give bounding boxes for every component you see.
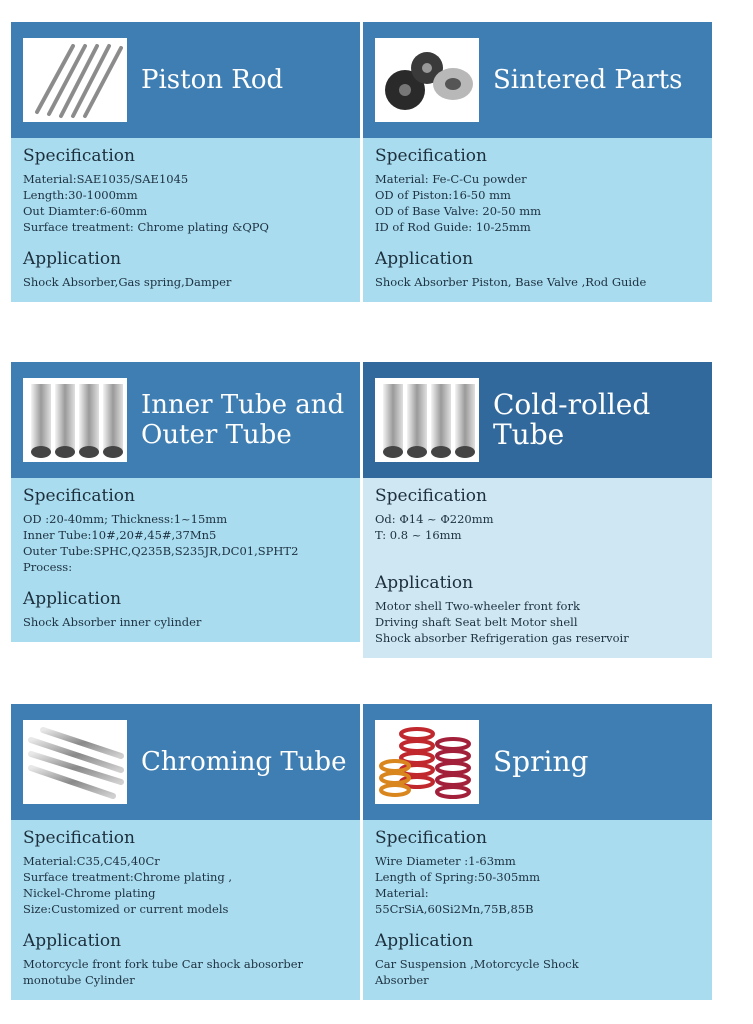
card-header	[11, 362, 360, 478]
app-line: monotube Cylinder	[23, 973, 135, 987]
spec-line: Wire Diameter :1-63mm	[375, 854, 516, 868]
spec-line: Od: Φ14 ~ Φ220mm	[375, 512, 494, 526]
application-heading: Application	[375, 249, 474, 269]
sintered-parts-photo-icon	[375, 38, 479, 122]
card-sintered-parts	[363, 22, 712, 302]
steel-tubes-photo-icon	[23, 378, 127, 462]
specification-heading: Specification	[23, 486, 135, 506]
card-header	[11, 22, 360, 138]
app-line: Driving shaft Seat belt Motor shell	[375, 615, 578, 629]
chrome-tubes-photo-icon	[23, 720, 127, 804]
card-body	[363, 820, 712, 1000]
card-title: Cold-rolled Tube	[493, 388, 651, 451]
spec-line: Surface treatment: Chrome plating &QPQ	[23, 220, 269, 234]
specification-heading: Specification	[375, 828, 487, 848]
spec-line: 55CrSiA,60Si2Mn,75B,85B	[375, 902, 534, 916]
app-line: Motor shell Two-wheeler front fork	[375, 599, 580, 613]
cold-rolled-tubes-photo-icon	[375, 378, 479, 462]
spec-line: Inner Tube:10#,20#,45#,37Mn5	[23, 528, 217, 542]
spec-line: Material:SAE1035/SAE1045	[23, 172, 189, 186]
card-inner-outer-tube	[11, 362, 360, 642]
card-body	[363, 478, 712, 658]
spec-line: T: 0.8 ~ 16mm	[375, 528, 462, 542]
spec-line: Surface treatment:Chrome plating ,	[23, 870, 233, 884]
app-line: Shock Absorber Piston, Base Valve ,Rod Guide	[375, 275, 647, 289]
card-spring	[363, 704, 712, 1000]
spec-line: Material:	[375, 886, 429, 900]
card-header	[11, 704, 360, 820]
specification-heading: Specification	[375, 486, 487, 506]
application-heading: Application	[375, 931, 474, 951]
card-body	[11, 138, 360, 302]
spec-line: Material:C35,C45,40Cr	[23, 854, 160, 868]
card-chroming-tube	[11, 704, 360, 1000]
card-title: Chroming Tube	[141, 747, 347, 777]
card-body	[363, 138, 712, 302]
spec-line: Size:Customized or current models	[23, 902, 229, 916]
spec-line: ID of Rod Guide: 10-25mm	[375, 220, 531, 234]
spec-line: OD of Piston:16-50 mm	[375, 188, 511, 202]
card-title: Piston Rod	[141, 65, 284, 95]
application-heading: Application	[23, 931, 122, 951]
piston-rods-photo-icon	[23, 38, 127, 122]
card-body	[11, 478, 360, 642]
card-title: Spring	[493, 745, 589, 778]
application-heading: Application	[23, 589, 122, 609]
spec-line: Length of Spring:50-305mm	[375, 870, 541, 884]
spec-line: OD of Base Valve: 20-50 mm	[375, 204, 542, 218]
app-line: Shock Absorber inner cylinder	[23, 615, 202, 629]
spec-line: Material: Fe-C-Cu powder	[375, 172, 527, 186]
spec-line: Process:	[23, 560, 73, 574]
card-header	[363, 362, 712, 478]
spec-line: Length:30-1000mm	[23, 188, 138, 202]
specification-heading: Specification	[23, 828, 135, 848]
spec-line: Outer Tube:SPHC,Q235B,S235JR,DC01,SPHT2	[23, 544, 299, 558]
spec-line: Out Diamter:6-60mm	[23, 204, 148, 218]
card-header	[363, 704, 712, 820]
card-title: Inner Tube and Outer Tube	[141, 390, 345, 450]
specification-heading: Specification	[375, 146, 487, 166]
spec-line: OD :20-40mm; Thickness:1~15mm	[23, 512, 228, 526]
card-body	[11, 820, 360, 1000]
app-line: Motorcycle front fork tube Car shock abosorber	[23, 957, 304, 971]
card-title: Sintered Parts	[493, 65, 683, 95]
application-heading: Application	[375, 573, 474, 593]
application-heading: Application	[23, 249, 122, 269]
card-cold-rolled-tube	[363, 362, 712, 658]
coil-springs-photo-icon	[375, 720, 479, 804]
app-line: Car Suspension ,Motorcycle Shock	[375, 957, 579, 971]
app-line: Shock Absorber,Gas spring,Damper	[23, 275, 232, 289]
card-piston-rod	[11, 22, 360, 302]
app-line: Shock absorber Refrigeration gas reservoir	[375, 631, 629, 645]
spec-line: Nickel-Chrome plating	[23, 886, 156, 900]
specification-heading: Specification	[23, 146, 135, 166]
app-line: Absorber	[375, 973, 429, 987]
card-header	[363, 22, 712, 138]
